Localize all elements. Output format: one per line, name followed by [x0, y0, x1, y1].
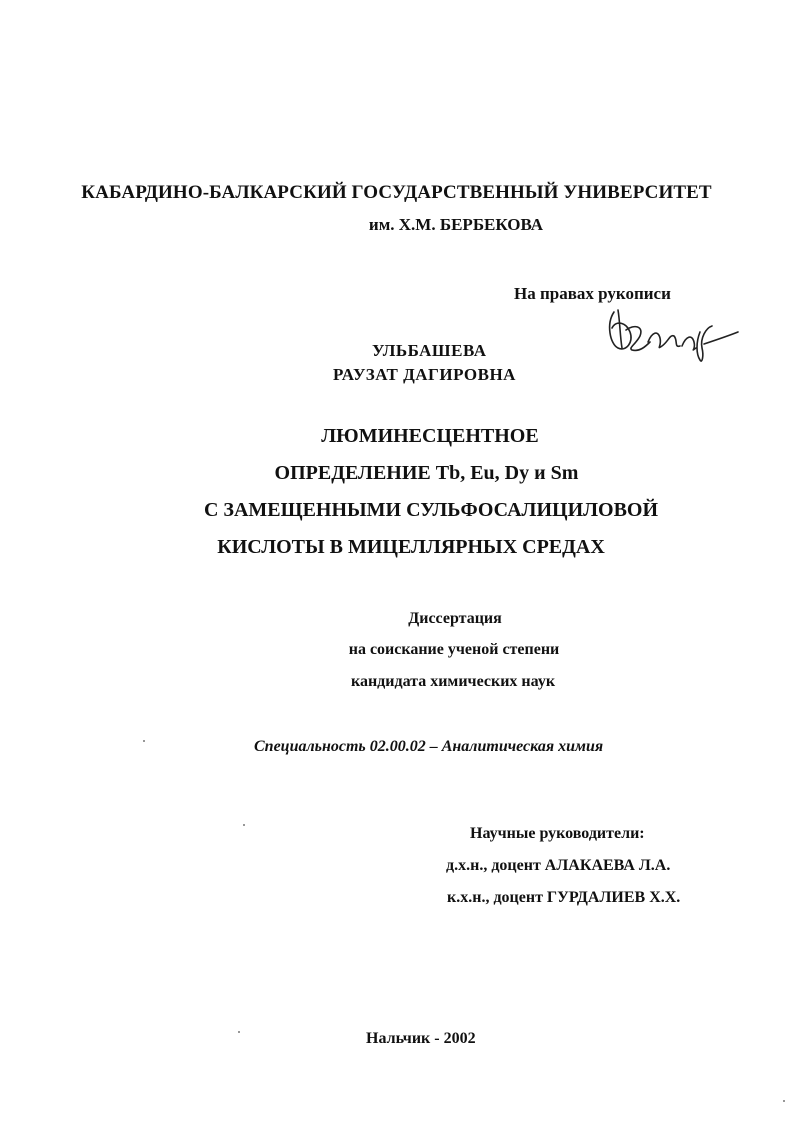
university-name: КАБАРДИНО-БАЛКАРСКИЙ ГОСУДАРСТВЕННЫЙ УНИВЕРСИТЕТ — [81, 182, 712, 203]
handwritten-signature — [604, 302, 744, 368]
title-line-2: ОПРЕДЕЛЕНИЕ Tb, Eu, Dy и Sm — [274, 462, 579, 484]
scan-speck — [143, 740, 145, 742]
scan-speck — [243, 824, 245, 826]
author-given-names: РАУЗАТ ДАГИРОВНА — [333, 365, 516, 384]
title-line-1: ЛЮМИНЕСЦЕНТНОЕ — [321, 425, 539, 447]
scan-speck — [238, 1031, 240, 1033]
title-line-4: КИСЛОТЫ В МИЦЕЛЛЯРНЫХ СРЕДАХ — [217, 536, 605, 558]
degree-line-2: на соискание ученой степени — [348, 641, 560, 658]
city-year: Нальчик - 2002 — [366, 1030, 476, 1047]
degree-line-3: кандидата химических наук — [350, 673, 556, 690]
title-line-3: С ЗАМЕЩЕННЫМИ СУЛЬФОСАЛИЦИЛОВОЙ — [203, 499, 659, 521]
supervisor-1: д.х.н., доцент АЛАКАЕВА Л.А. — [446, 857, 671, 874]
specialty: Специальность 02.00.02 – Аналитическая химия — [254, 738, 604, 755]
supervisors-heading: Научные руководители: — [470, 825, 645, 842]
manuscript-rights-note: На правах рукописи — [514, 284, 671, 303]
supervisor-2: к.х.н., доцент ГУРДАЛИЕВ Х.Х. — [447, 889, 681, 906]
degree-line-1: Диссертация — [408, 610, 502, 627]
author-surname: УЛЬБАШЕВА — [372, 341, 487, 360]
university-named-after: им. Х.М. БЕРБЕКОВА — [368, 215, 544, 234]
scan-speck — [783, 1100, 785, 1102]
